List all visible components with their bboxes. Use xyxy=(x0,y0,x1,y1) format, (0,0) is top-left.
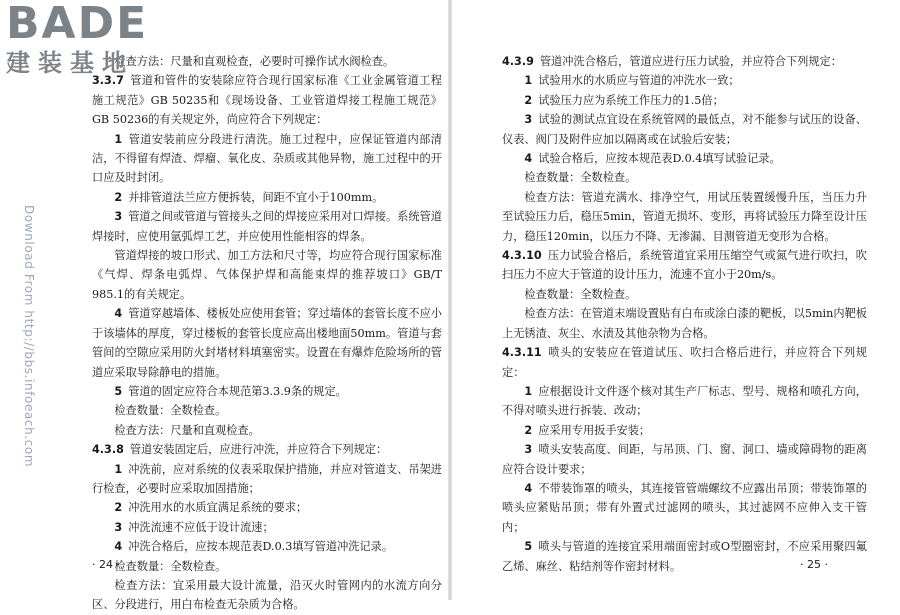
list-item xyxy=(502,91,867,110)
item-text: 试验合格后，应按本规范表D.0.4填写试验记录。 xyxy=(538,152,781,166)
body-paragraph: 检查数量：全数检查。 xyxy=(524,287,637,301)
item-number: 1 xyxy=(524,384,533,398)
item-number: 5 xyxy=(114,384,123,398)
body-paragraph: 检查方法：在管道末端设置贴有白布或涂白漆的靶板，以5min内靶板上无锈渣、灰尘、水渍及其他杂物为合格。 xyxy=(502,307,867,340)
item-number: 1 xyxy=(114,132,123,146)
item-text: 冲洗合格后，应按本规范表D.0.3填写管道冲洗记录。 xyxy=(128,540,394,554)
left-page-number: · 24 · xyxy=(92,558,120,571)
watermark-text: Download From http://bbs.infoeach.com xyxy=(22,205,36,468)
item-number: 1 xyxy=(114,462,123,476)
list-item xyxy=(502,110,867,149)
item-text: 试验的测试点宜设在系统管网的最低点，对不能参与试压的设备、仪表、阀门及附件应加以隔离或在试验后安装； xyxy=(502,113,867,146)
logo-wordmark: BADE xyxy=(6,0,149,49)
bade-logo xyxy=(6,2,181,84)
item-number: 3 xyxy=(524,113,533,127)
item-number: 2 xyxy=(524,93,533,107)
list-item xyxy=(502,71,867,90)
list-item xyxy=(502,149,867,168)
list-item xyxy=(502,382,867,421)
right-page-text xyxy=(502,52,867,576)
list-item xyxy=(92,537,442,556)
right-page-number: · 25 · xyxy=(800,558,828,571)
left-page xyxy=(0,0,450,612)
clause-heading xyxy=(502,52,867,71)
list-item xyxy=(502,440,867,479)
clause-text: 管道安装固定后，应进行冲洗，并应符合下列规定： xyxy=(129,443,388,457)
logo-subtitle: 建装基地 xyxy=(6,49,134,77)
list-item xyxy=(92,518,442,537)
body-paragraph: 检查数量：全数检查。 xyxy=(114,559,227,573)
clause-number: 3.3.7 xyxy=(92,74,124,88)
item-text: 试验用水的水质应与管道的冲洗水一致； xyxy=(538,74,740,88)
clause-heading xyxy=(92,440,442,459)
item-number: 4 xyxy=(524,152,533,166)
clause-number: 4.3.8 xyxy=(92,443,124,457)
clause-text: 管道冲洗合格后，管道应进行压力试验，并应符合下列规定： xyxy=(539,55,842,68)
clause-number: 4.3.9 xyxy=(502,55,534,68)
item-number: 1 xyxy=(524,74,533,88)
clause-number: 4.3.11 xyxy=(502,346,542,360)
body-paragraph: 检查方法：尺量和直观检查。 xyxy=(114,423,260,437)
item-number: 4 xyxy=(114,540,123,554)
list-item xyxy=(92,498,442,517)
item-text: 冲洗用水的水质宜满足系统的要求； xyxy=(128,501,308,515)
item-number: 3 xyxy=(114,210,123,224)
body-paragraph: 检查方法：管道充满水、排净空气，用试压装置缓慢升压，当压力升至试验压力后，稳压5min，管道无损坏、变形，再将试验压力降至设计压力，稳压120min，以压力不降、无渗漏、目测管道无变形为合格。 xyxy=(502,190,867,243)
list-item xyxy=(92,304,442,382)
item-text: 试验压力应为系统工作压力的1.5倍； xyxy=(538,93,724,107)
item-text: 喷头安装高度、间距，与吊顶、门、窗、洞口、墙或障碍物的距离应符合设计要求； xyxy=(502,443,867,476)
clause-text: 压力试验合格后，系统管道宜采用压缩空气或氮气进行吹扫，吹扫压力不应大于管道的设计压力，流速不宜小于20m/s。 xyxy=(502,249,867,282)
item-text: 管道的固定应符合本规范第3.3.9条的规定。 xyxy=(128,384,347,398)
list-item xyxy=(502,479,867,537)
item-number: 2 xyxy=(114,501,123,515)
list-item xyxy=(92,460,442,499)
body-paragraph: 检查数量：全数检查。 xyxy=(114,404,227,418)
item-text: 冲洗流速不应低于设计流速； xyxy=(128,520,274,534)
list-item xyxy=(92,188,442,207)
body-paragraph: 管道焊接的坡口形式、加工方法和尺寸等，均应符合现行国家标准《气焊、焊条电弧焊、气体保护焊和高能束焊的推荐坡口》GB/T 985.1的有关规定。 xyxy=(92,249,442,301)
list-item xyxy=(92,207,442,246)
item-text: 冲洗前，应对系统的仪表采取保护措施，并应对管道支、吊架进行检查，必要时应采取加固措施； xyxy=(92,462,442,495)
list-item xyxy=(92,382,442,401)
clause-heading xyxy=(502,246,867,285)
item-text: 喷头与管道的连接宜采用端面密封或O型圈密封，不应采用聚四氟乙烯、麻丝、粘结剂等作密封材料。 xyxy=(502,540,867,573)
item-text: 应采用专用扳手安装； xyxy=(538,423,651,437)
list-item xyxy=(92,130,442,188)
item-text: 管道之间或管道与管接头之间的焊接应采用对口焊接。系统管道焊接时，应使用氩弧焊工艺，并应使用性能相容的焊条。 xyxy=(92,210,442,243)
left-page-text xyxy=(92,52,442,615)
item-number: 4 xyxy=(114,307,123,321)
item-number: 2 xyxy=(524,423,533,437)
clause-number: 4.3.10 xyxy=(502,249,542,263)
clause-heading xyxy=(502,343,867,382)
item-number: 2 xyxy=(114,190,123,204)
right-page xyxy=(450,0,900,600)
item-text: 管道安装前应分段进行清洗。施工过程中，应保证管道内部清洁，不得留有焊渣、焊瘤、氧化皮、杂质或其他异物，施工过程中的开口应及时封闭。 xyxy=(92,132,442,185)
item-number: 4 xyxy=(524,481,533,495)
body-paragraph: 检查数量：全数检查。 xyxy=(524,171,637,185)
body-paragraph: 检查方法：尺量和直观检查，必要时可操作试水阀检查。 xyxy=(114,55,395,68)
list-item xyxy=(502,421,867,440)
item-text: 并排管道法兰应方便拆装，间距不宜小于100mm。 xyxy=(128,190,384,204)
body-paragraph: 检查方法：宜采用最大设计流量，沿灭火时管网内的水流方向分区、分段进行，用白布检查无杂质为合格。 xyxy=(92,578,442,612)
item-text: 应根据设计文件逐个核对其生产厂标志、型号、规格和喷孔方向，不得对喷头进行拆装、改动； xyxy=(502,384,867,418)
item-number: 5 xyxy=(524,540,533,554)
clause-text: 管道和管件的安装除应符合现行国家标准《工业金属管道工程施工规范》GB 50235和《现场设备、工业管道焊接工程施工规范》GB 50236的有关规定外，尚应符合下列规定： xyxy=(92,74,442,127)
item-number: 3 xyxy=(524,443,533,457)
item-number: 3 xyxy=(114,520,123,534)
item-text: 管道穿越墙体、楼板处应使用套管；穿过墙体的套管长度不应小于该墙体的厚度，穿过楼板的套管长度应高出楼地面50mm。管道与套管间的空隙应采用防火封堵材料填塞密实。设置在有爆炸危险场所的管道应采取导除静电的措施。 xyxy=(92,307,442,379)
item-text: 不带装饰罩的喷头，其连接管管端螺纹不应露出吊顶；带装饰罩的喷头应紧贴吊顶；带有外置式过滤网的喷头，其过滤网不应伸入支干管内； xyxy=(502,481,867,534)
clause-text: 喷头的安装应在管道试压、吹扫合格后进行，并应符合下列规定： xyxy=(502,346,867,379)
